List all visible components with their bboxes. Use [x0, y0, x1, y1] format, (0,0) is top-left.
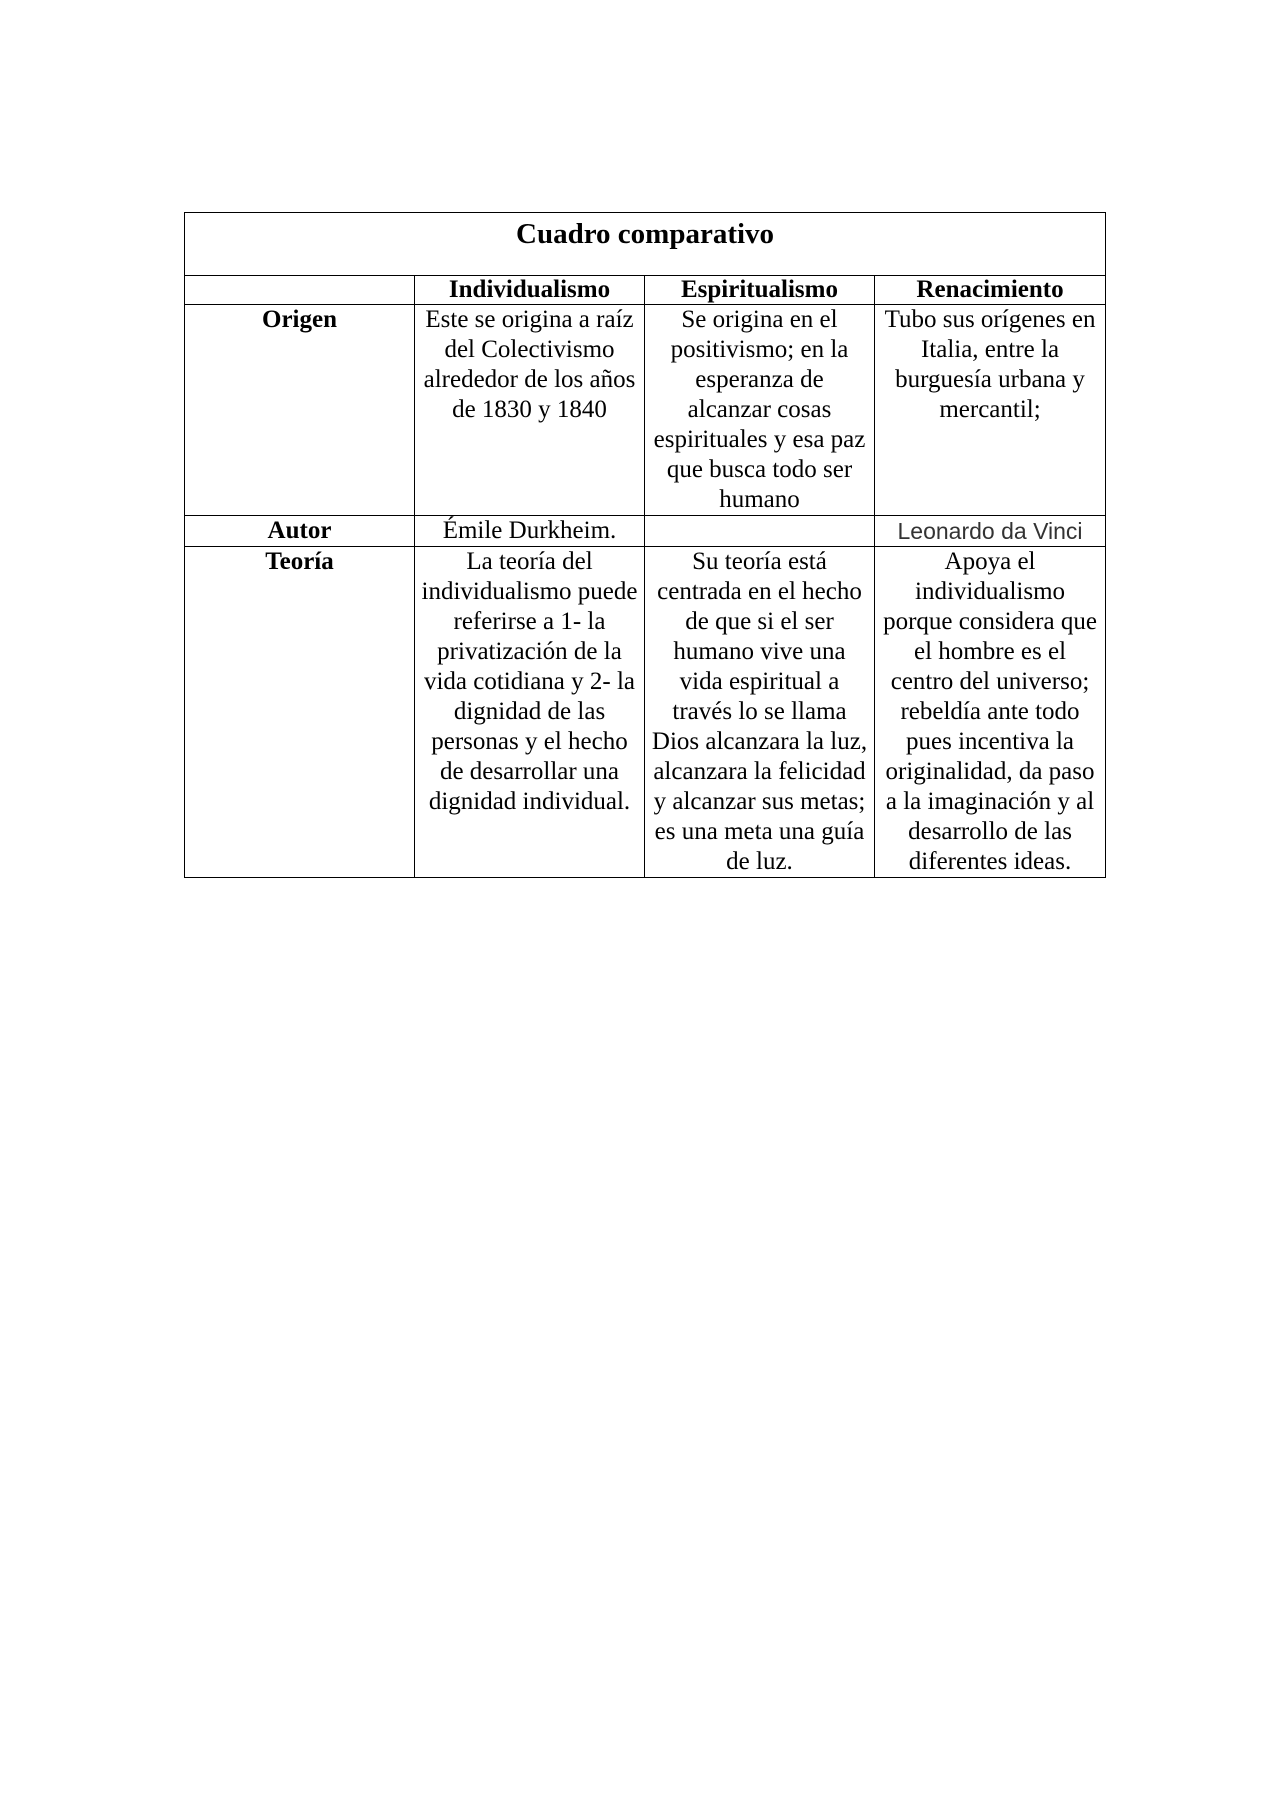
header-individualismo: Individualismo [415, 276, 645, 305]
cell-autor-individualismo: Émile Durkheim. [415, 516, 645, 547]
cell-origen-individualismo: Este se origina a raíz del Colectivismo alrededor de los años de 1830 y 1840 [415, 305, 645, 516]
cell-origen-renacimiento: Tubo sus orígenes en Italia, entre la burguesía urbana y mercantil; [875, 305, 1106, 516]
table-row-autor [185, 516, 1106, 547]
row-label-teoria: Teoría [185, 547, 415, 878]
header-empty-cell [185, 276, 415, 305]
row-label-autor: Autor [185, 516, 415, 547]
row-label-origen: Origen [185, 305, 415, 516]
cell-teoria-renacimiento: Apoya el individualismo porque considera que el hombre es el centro del universo; rebeldía ante todo pues incentiva la originalidad, da paso a la imaginación y al desarrollo de las diferentes ideas. [875, 547, 1106, 878]
table-row-teoria [185, 547, 1106, 878]
cell-autor-espiritualismo [645, 516, 875, 547]
header-renacimiento: Renacimiento [875, 276, 1106, 305]
header-espiritualismo: Espiritualismo [645, 276, 875, 305]
cell-autor-renacimiento: Leonardo da Vinci [875, 516, 1106, 547]
cell-teoria-individualismo: La teoría del individualismo puede referirse a 1- la privatización de la vida cotidiana y 2- la dignidad de las personas y el hecho de desarrollar una dignidad individual. [415, 547, 645, 878]
cell-origen-espiritualismo: Se origina en el positivismo; en la esperanza de alcanzar cosas espirituales y esa paz que busca todo ser humano [645, 305, 875, 516]
cell-teoria-espiritualismo: Su teoría está centrada en el hecho de que si el ser humano vive una vida espiritual a través lo se llama Dios alcanzara la luz, alcanzara la felicidad y alcanzar sus metas; es una meta una guía de luz. [645, 547, 875, 878]
table-title: Cuadro comparativo [185, 213, 1106, 276]
table-header-row [185, 276, 1106, 305]
table-title-row [185, 213, 1106, 276]
comparison-table [184, 212, 1106, 878]
table-row-origen [185, 305, 1106, 516]
